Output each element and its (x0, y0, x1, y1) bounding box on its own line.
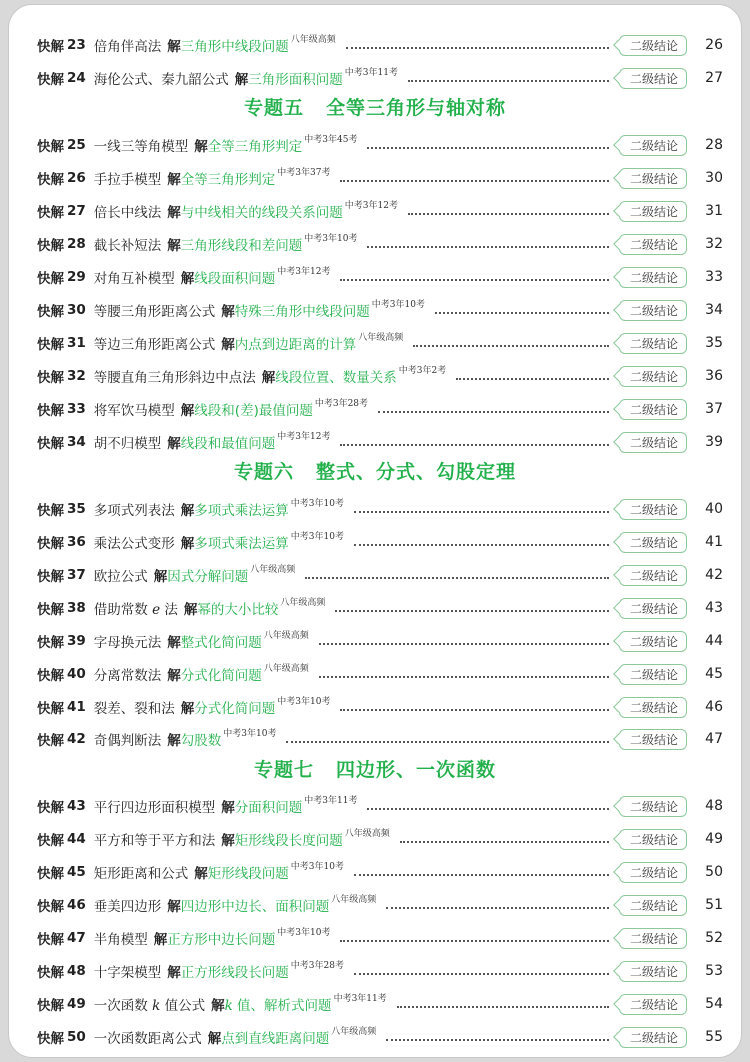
conclusion-badge: 二级结论 (619, 68, 687, 89)
entry-jie: 解 (167, 238, 181, 254)
dot-leader (335, 609, 609, 612)
entry-topic: 分式化简问题 (180, 668, 262, 684)
entry-frequency: 中考3年12考 (277, 266, 331, 277)
dot-leader (367, 245, 609, 248)
entry-prefix: 快解 (37, 271, 64, 287)
page-number: 36 (705, 368, 723, 384)
entry-method: 倍角伴高法 (93, 39, 162, 55)
entry-frequency: 中考3年11考 (304, 795, 358, 806)
entry-number: 49 (67, 996, 86, 1012)
toc-entry-46[interactable] (37, 893, 723, 917)
conclusion-badge: 二级结论 (619, 862, 687, 883)
toc-entry-32[interactable] (37, 364, 723, 388)
page-number: 30 (705, 170, 723, 186)
dot-leader (354, 543, 609, 546)
conclusion-badge: 二级结论 (619, 1027, 687, 1048)
entry-number: 26 (67, 170, 86, 186)
conclusion-badge: 二级结论 (619, 664, 687, 685)
entry-prefix: 快解 (37, 436, 64, 452)
dot-leader (400, 840, 609, 843)
entry-frequency: 中考3年37考 (277, 167, 331, 178)
entry-frequency: 中考3年10考 (277, 696, 331, 707)
entry-jie: 解 (221, 337, 235, 353)
entry-topic: 内点到边距离的计算 (234, 337, 357, 353)
page-number: 50 (705, 864, 723, 880)
section-heading-s6 (9, 457, 741, 484)
entry-number: 27 (67, 203, 86, 219)
entry-method: 等腰直角三角形斜边中点法 (93, 370, 256, 386)
entry-jie: 解 (167, 899, 181, 915)
page-number: 39 (705, 434, 723, 450)
toc-entry-26[interactable] (37, 166, 723, 190)
entry-prefix: 快解 (37, 238, 64, 254)
entry-jie: 解 (221, 800, 235, 816)
conclusion-badge: 二级结论 (619, 168, 687, 189)
entry-prefix: 快解 (37, 503, 64, 519)
entry-number: 41 (67, 699, 86, 715)
page-number: 46 (705, 699, 723, 715)
dot-leader (340, 708, 609, 711)
page-number: 52 (705, 930, 723, 946)
conclusion-badge: 二级结论 (619, 432, 687, 453)
toc-entry-44[interactable] (37, 827, 723, 851)
entry-jie: 解 (167, 39, 181, 55)
entry-frequency: 中考3年10考 (304, 233, 358, 244)
section-number: 专题六 (233, 461, 294, 483)
entry-jie: 解 (221, 304, 235, 320)
entry-topic: 正方形中边长问题 (167, 932, 276, 948)
entry-topic: 三角形线段和差问题 (180, 238, 303, 254)
entry-frequency: 中考3年2考 (398, 365, 447, 376)
entry-method: 平行四边形面积模型 (93, 800, 216, 816)
entry-number: 36 (67, 534, 86, 550)
conclusion-badge: 二级结论 (619, 201, 687, 222)
entry-jie: 解 (221, 833, 235, 849)
entry-prefix: 快解 (37, 701, 64, 717)
entry-method: 矩形距离和公式 (93, 866, 189, 882)
page-number: 41 (705, 534, 723, 550)
dot-leader (340, 278, 609, 281)
page-number: 37 (705, 401, 723, 417)
entry-topic: 线段面积问题 (194, 271, 276, 287)
entry-method: 裂差、裂和法 (93, 701, 175, 717)
entry-jie: 解 (180, 503, 195, 519)
entry-topic: 全等三角形判定 (207, 139, 303, 155)
entry-topic: 分式化简问题 (194, 701, 276, 717)
entry-prefix: 快解 (37, 965, 64, 981)
entry-number: 34 (67, 434, 86, 450)
page-number: 31 (705, 203, 723, 219)
dot-leader (346, 46, 609, 49)
entry-prefix: 快解 (37, 833, 64, 849)
toc-entry-23[interactable] (37, 33, 723, 57)
entry-number: 45 (67, 864, 86, 880)
toc-entry-29[interactable] (37, 265, 723, 289)
entry-number: 48 (67, 963, 86, 979)
dot-leader (319, 675, 609, 678)
entry-number: 40 (67, 666, 86, 682)
entry-number: 32 (67, 368, 86, 384)
entry-number: 50 (67, 1029, 86, 1045)
page-number: 26 (705, 37, 723, 53)
entry-frequency: 中考3年11考 (333, 993, 387, 1004)
dot-leader (354, 873, 609, 876)
entry-jie: 解 (194, 866, 208, 882)
toc-page (8, 4, 742, 1058)
entry-frequency: 中考3年10考 (290, 531, 344, 542)
dot-leader (386, 1038, 609, 1041)
entry-jie: 解 (207, 1031, 222, 1047)
entry-number: 31 (67, 335, 86, 351)
page-number: 28 (705, 137, 723, 153)
entry-number: 25 (67, 137, 86, 153)
entry-prefix: 快解 (37, 72, 64, 88)
conclusion-badge: 二级结论 (619, 565, 687, 586)
entry-frequency: 八年级高频 (263, 663, 309, 674)
toc-entry-37[interactable] (37, 563, 723, 587)
toc-entry-30[interactable] (37, 298, 723, 322)
entry-method: 乘法公式变形 (93, 536, 175, 552)
entry-method: 手拉手模型 (93, 172, 162, 188)
conclusion-badge: 二级结论 (619, 928, 687, 949)
entry-frequency: 八年级高频 (331, 894, 377, 905)
entry-method: 等边三角形距离公式 (93, 337, 216, 353)
section-title: 四边形、一次函数 (336, 759, 497, 781)
entry-topic: 多项式乘法运算 (194, 503, 289, 519)
entry-method: 平方和等于平方和法 (93, 833, 216, 849)
entry-prefix: 快解 (37, 1031, 64, 1047)
page-number: 33 (705, 269, 723, 285)
entry-jie: 解 (167, 205, 181, 221)
section-heading-s5 (9, 93, 741, 120)
entry-jie: 解 (167, 172, 181, 188)
toc-entry-34[interactable] (37, 430, 723, 454)
page-number: 55 (705, 1029, 723, 1045)
entry-frequency: 中考3年28考 (314, 398, 369, 409)
section-number: 专题七 (253, 759, 314, 781)
toc-entry-42[interactable] (37, 727, 723, 751)
entry-method: 奇偶判断法 (93, 733, 162, 749)
entry-number: 42 (67, 731, 86, 747)
entry-method: 多项式列表法 (93, 503, 175, 519)
toc-entry-50[interactable] (37, 1025, 723, 1049)
entry-number: 24 (67, 70, 86, 86)
entry-frequency: 八年级高频 (331, 1026, 377, 1037)
section-title: 整式、分式、勾股定理 (316, 461, 517, 483)
toc-entry-38[interactable] (37, 596, 723, 620)
entry-topic: 全等三角形判定 (180, 172, 276, 188)
dot-leader (413, 344, 609, 347)
page-number: 51 (705, 897, 723, 913)
entry-frequency: 中考3年11考 (344, 67, 398, 78)
entry-jie: 解 (167, 733, 181, 749)
conclusion-badge: 二级结论 (619, 399, 687, 420)
toc-entry-28[interactable] (37, 232, 723, 256)
conclusion-badge: 二级结论 (619, 135, 687, 156)
entry-jie: 解 (180, 701, 195, 717)
toc-entry-39[interactable] (37, 629, 723, 653)
entry-prefix: 快解 (37, 569, 64, 585)
entry-topic: 线段和(差)最值问题 (194, 403, 313, 419)
page-number: 48 (705, 798, 723, 814)
entry-number: 46 (67, 897, 86, 913)
entry-frequency: 中考3年12考 (344, 200, 398, 211)
page-number: 35 (705, 335, 723, 351)
entry-number: 38 (67, 600, 86, 616)
dot-leader (435, 311, 609, 314)
conclusion-badge: 二级结论 (619, 499, 687, 520)
entry-topic: 勾股数 (180, 733, 222, 749)
entry-method: 将军饮马模型 (93, 403, 175, 419)
entry-topic: 矩形线段长度问题 (234, 833, 343, 849)
conclusion-badge: 二级结论 (619, 994, 687, 1015)
entry-number: 29 (67, 269, 86, 285)
entry-jie: 解 (211, 998, 225, 1014)
conclusion-badge: 二级结论 (619, 366, 687, 387)
entry-topic: 与中线相关的线段关系问题 (180, 205, 343, 221)
entry-prefix: 快解 (37, 733, 64, 749)
entry-topic: 线段和最值问题 (180, 436, 276, 452)
entry-frequency: 八年级高频 (290, 34, 336, 45)
toc-entry-45[interactable] (37, 860, 723, 884)
entry-topic: 点到直线距离问题 (221, 1031, 330, 1047)
conclusion-badge: 二级结论 (619, 697, 687, 718)
entry-method: 欧拉公式 (93, 569, 148, 585)
entry-topic: 多项式乘法运算 (194, 536, 289, 552)
entry-method: 倍长中线法 (93, 205, 162, 221)
entry-prefix: 快解 (37, 403, 64, 419)
page-number: 47 (705, 731, 723, 747)
entry-topic: 因式分解问题 (167, 569, 249, 585)
entry-jie: 解 (153, 569, 168, 585)
page-number: 40 (705, 501, 723, 517)
entry-method: 等腰三角形距离公式 (93, 304, 216, 320)
toc-entry-47[interactable] (37, 926, 723, 950)
entry-number: 35 (67, 501, 86, 517)
entry-prefix: 快解 (37, 602, 64, 618)
entry-jie: 解 (167, 668, 181, 684)
entry-prefix: 快解 (37, 800, 64, 816)
entry-frequency: 中考3年10考 (277, 927, 331, 938)
entry-frequency: 中考3年10考 (223, 728, 277, 739)
entry-number: 30 (67, 302, 86, 318)
entry-topic: 幂的大小比较 (197, 602, 279, 618)
entry-frequency: 八年级高频 (250, 564, 296, 575)
entry-frequency: 中考3年12考 (277, 431, 331, 442)
section-number: 专题五 (243, 97, 304, 119)
toc-entry-31[interactable] (37, 331, 723, 355)
conclusion-badge: 二级结论 (619, 796, 687, 817)
entry-prefix: 快解 (37, 205, 64, 221)
dot-leader (286, 740, 609, 743)
toc-entry-35[interactable] (37, 497, 723, 521)
entry-jie: 解 (180, 536, 195, 552)
toc-entry-41[interactable] (37, 695, 723, 719)
dot-leader (305, 576, 609, 579)
entry-prefix: 快解 (37, 635, 64, 651)
entry-prefix: 快解 (37, 39, 64, 55)
entry-prefix: 快解 (37, 370, 64, 386)
entry-frequency: 中考3年10考 (290, 498, 344, 509)
conclusion-badge: 二级结论 (619, 598, 687, 619)
entry-method: 一次函数距离公式 (93, 1031, 202, 1047)
entry-jie: 解 (167, 965, 181, 981)
entry-method: 十字架模型 (93, 965, 162, 981)
entry-prefix: 快解 (37, 536, 64, 552)
page-number: 44 (705, 633, 723, 649)
conclusion-badge: 二级结论 (619, 300, 687, 321)
page-number: 54 (705, 996, 723, 1012)
toc-entry-25[interactable] (37, 133, 723, 157)
entry-topic: 正方形线段长问题 (180, 965, 289, 981)
conclusion-badge: 二级结论 (619, 234, 687, 255)
entry-topic: 四边形中边长、面积问题 (180, 899, 330, 915)
toc-entry-24[interactable] (37, 66, 723, 90)
page-number: 34 (705, 302, 723, 318)
entry-topic: 特殊三角形中线段问题 (234, 304, 370, 320)
entry-jie: 解 (153, 932, 168, 948)
entry-method: 字母换元法 (93, 635, 162, 651)
dot-leader (367, 807, 609, 810)
entry-prefix: 快解 (37, 932, 64, 948)
entry-method: 对角互补模型 (93, 271, 175, 287)
conclusion-badge: 二级结论 (619, 333, 687, 354)
entry-jie: 解 (180, 403, 195, 419)
entry-topic: 三角形面积问题 (248, 72, 343, 88)
entry-jie: 解 (180, 271, 195, 287)
conclusion-badge: 二级结论 (619, 631, 687, 652)
conclusion-badge: 二级结论 (619, 267, 687, 288)
toc-entry-27[interactable] (37, 199, 723, 223)
entry-prefix: 快解 (37, 337, 64, 353)
dot-leader (340, 179, 609, 182)
toc-entry-33[interactable] (37, 397, 723, 421)
entry-jie: 解 (183, 602, 198, 618)
entry-method: 借助常数 e 法 (93, 602, 178, 618)
entry-frequency: 八年级高频 (263, 630, 309, 641)
conclusion-badge: 二级结论 (619, 829, 687, 850)
page-number: 49 (705, 831, 723, 847)
conclusion-badge: 二级结论 (619, 729, 687, 750)
entry-method: 半角模型 (93, 932, 148, 948)
entry-number: 23 (67, 37, 86, 53)
entry-method: 截长补短法 (93, 238, 162, 254)
entry-frequency: 中考3年10考 (290, 861, 344, 872)
entry-topic: 整式化简问题 (180, 635, 262, 651)
dot-leader (319, 642, 609, 645)
dot-leader (378, 410, 609, 413)
toc-entry-43[interactable] (37, 794, 723, 818)
conclusion-badge: 二级结论 (619, 532, 687, 553)
entry-number: 37 (67, 567, 86, 583)
entry-number: 28 (67, 236, 86, 252)
entry-topic: 矩形线段问题 (207, 866, 289, 882)
entry-prefix: 快解 (37, 998, 64, 1014)
dot-leader (408, 79, 609, 82)
entry-frequency: 八年级高频 (344, 828, 390, 839)
entry-prefix: 快解 (37, 866, 64, 882)
dot-leader (340, 443, 609, 446)
entry-frequency: 中考3年10考 (371, 299, 425, 310)
dot-leader (340, 939, 609, 942)
conclusion-badge: 二级结论 (619, 895, 687, 916)
dot-leader (354, 510, 609, 513)
entry-topic: 分面积问题 (234, 800, 303, 816)
dot-leader (456, 377, 609, 380)
dot-leader (397, 1005, 609, 1008)
dot-leader (367, 146, 609, 149)
entry-number: 43 (67, 798, 86, 814)
entry-number: 33 (67, 401, 86, 417)
toc-entry-40[interactable] (37, 662, 723, 686)
entry-method: 一线三等角模型 (93, 139, 189, 155)
entry-frequency: 八年级高频 (358, 332, 404, 343)
entry-number: 47 (67, 930, 86, 946)
entry-jie: 解 (167, 635, 181, 651)
entry-prefix: 快解 (37, 899, 64, 915)
dot-leader (386, 906, 609, 909)
entry-frequency: 中考3年45考 (304, 134, 358, 145)
page-number: 43 (705, 600, 723, 616)
page-number: 53 (705, 963, 723, 979)
toc-entry-49[interactable] (37, 992, 723, 1016)
toc-entry-48[interactable] (37, 959, 723, 983)
page-number: 45 (705, 666, 723, 682)
dot-leader (408, 212, 609, 215)
page-number: 32 (705, 236, 723, 252)
entry-method: 一次函数 k 值公式 (93, 998, 206, 1014)
entry-prefix: 快解 (37, 668, 64, 684)
entry-prefix: 快解 (37, 172, 64, 188)
section-title: 全等三角形与轴对称 (326, 97, 507, 119)
entry-number: 39 (67, 633, 86, 649)
entry-prefix: 快解 (37, 304, 64, 320)
dot-leader (354, 972, 609, 975)
conclusion-badge: 二级结论 (619, 961, 687, 982)
page-number: 42 (705, 567, 723, 583)
entry-jie: 解 (234, 72, 249, 88)
entry-method: 海伦公式、秦九韶公式 (93, 72, 229, 88)
entry-frequency: 中考3年28考 (290, 960, 344, 971)
entry-topic: 三角形中线段问题 (180, 39, 289, 55)
entry-prefix: 快解 (37, 139, 64, 155)
entry-jie: 解 (167, 436, 181, 452)
page-number: 27 (705, 70, 723, 86)
entry-method: 垂美四边形 (93, 899, 162, 915)
entry-topic: k 值、解析式问题 (224, 998, 332, 1014)
entry-method: 分离常数法 (93, 668, 162, 684)
entry-jie: 解 (194, 139, 208, 155)
entry-number: 44 (67, 831, 86, 847)
section-heading-s7 (9, 755, 741, 782)
entry-topic: 线段位置、数量关系 (275, 370, 397, 386)
entry-jie: 解 (261, 370, 276, 386)
entry-method: 胡不归模型 (93, 436, 162, 452)
toc-entry-36[interactable] (37, 530, 723, 554)
conclusion-badge: 二级结论 (619, 35, 687, 56)
entry-frequency: 八年级高频 (280, 597, 326, 608)
